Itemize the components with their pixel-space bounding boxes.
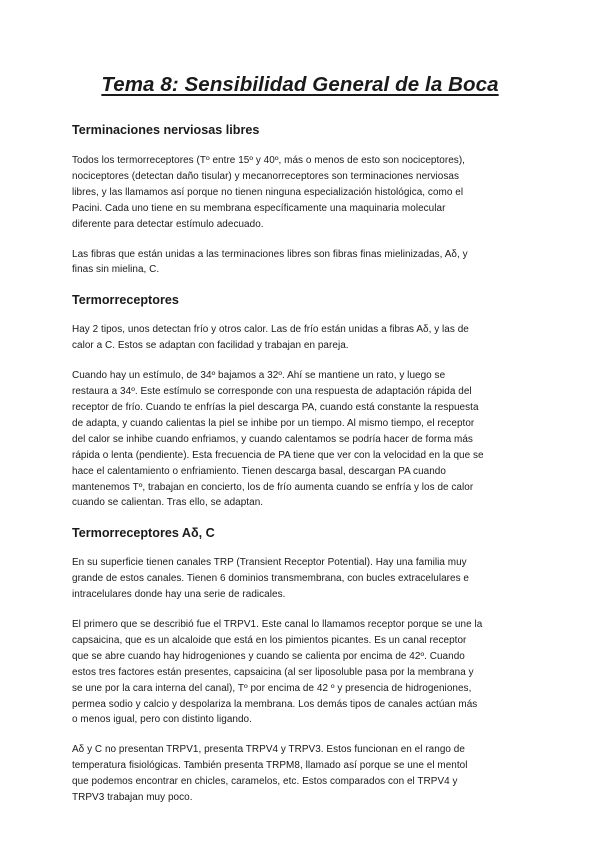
text-line: que se abre cuando hay hidrogeniones y cuando se calienta por encima de 42º. Cuando — [72, 650, 465, 662]
text-line: finas sin mielina, C. — [72, 264, 160, 276]
text-line: del calor se inhibe cuando enfriamos, y cuando calentamos se podría hacer de forma más — [72, 433, 473, 445]
paragraph — [72, 368, 528, 511]
text-line: capsaicina, que es un alcaloide que está en los pimientos picantes. Es un canal receptor — [72, 634, 467, 646]
paragraph — [72, 322, 528, 354]
text-line: intracelulares donde hay una serie de radicales. — [72, 589, 286, 601]
text-line: El primero que se describió fue el TRPV1. Este canal lo llamamos receptor porque se une la — [72, 619, 483, 631]
text-line: Todos los termorreceptores (Tº entre 15º y 40º, más o menos de esto son nociceptores), — [72, 155, 465, 166]
document-title: Tema 8: Sensibilidad General de la Boca — [101, 73, 499, 96]
text-line: Pacini. Cada uno tiene en su membrana específicamente una maquinaria molecular — [72, 202, 446, 214]
paragraph — [72, 742, 528, 806]
section-heading: Termorreceptores Aδ, C — [72, 526, 215, 541]
text-line: estos tres factores están presentes, capsaicina (al ser liposoluble pasa por la membrana y — [72, 666, 474, 678]
text-line: Las fibras que están unidas a las terminaciones libres son fibras finas mielinizadas, Aδ, y — [72, 248, 468, 260]
section-heading: Terminaciones nerviosas libres — [72, 123, 260, 137]
text-line: Aδ y C no presentan TRPV1, presenta TRPV4 y TRPV3. Estos funcionan en el rango de — [72, 744, 465, 756]
text-line: nociceptores (detectan daño tisular) y mecanorreceptores son terminaciones nerviosas — [72, 170, 459, 182]
paragraph — [72, 555, 528, 603]
text-line: hace el calentamiento o enfriamiento. Tienen descarga basal, descargan PA cuando — [72, 465, 446, 477]
text-line: o menos igual, pero con distinto ligando. — [72, 714, 252, 726]
text-line: permea sodio y calcio y despolariza la membrana. Los demás tipos de canales actúan más — [72, 698, 478, 710]
text-line: grande de estos canales. Tienen 6 dominios transmembrana, con bucles extracelulares e — [72, 573, 470, 585]
text-line: rápida o lenta (pendiente). Esta frecuencia de PA tiene que ver con la velocidad en la que se — [72, 449, 484, 461]
text-line: Hay 2 tipos, unos detectan frío y otros calor. Las de frío están unidas a fibras Aδ, y las de — [72, 324, 469, 336]
paragraph — [72, 247, 528, 279]
text-line: que podemos encontrar en chicles, caramelos, etc. Estos comparados con el TRPV4 y — [72, 776, 458, 788]
text-line: restaura a 34º. Este estímulo se corresponde con una respuesta de adaptación rápida del — [72, 386, 472, 398]
paragraph — [72, 153, 528, 233]
text-line: receptor de frío. Cuando te enfrías la piel descarga PA, cuando está constante la respuesta — [72, 401, 479, 413]
text-line: mantenemos Tº, trabajan en concierto, los de frío aumenta cuando se enfría y los de calor — [72, 481, 474, 493]
text-line: En su superficie tienen canales TRP (Transient Receptor Potential). Hay una familia muy — [72, 557, 467, 569]
text-line: TRPV3 trabajan muy poco. — [72, 792, 193, 804]
text-line: de adapta, y cuando calientas la piel se inhibe por un tiempo. Al mismo tiempo, el receptor — [72, 417, 475, 429]
text-line: cuando se calientan. Tras ello, se adaptan. — [72, 497, 264, 509]
text-line: Cuando hay un estímulo, de 34º bajamos a 32º. Ahí se mantiene un rato, y luego se — [72, 370, 446, 382]
text-line: calor a C. Estos se adaptan con facilidad y trabajan en pareja. — [72, 340, 349, 352]
section-heading: Termorreceptores — [72, 293, 179, 308]
paragraph — [72, 617, 528, 728]
text-line: temperatura fisiológicas. También presenta TRPM8, llamado así porque se une el mentol — [72, 760, 468, 772]
text-line: libres, y las llamamos así porque no tienen ninguna especialización histológica, como el — [72, 186, 464, 198]
text-line: diferente para detectar estímulo adecuado. — [72, 218, 264, 230]
text-line: se une por la cara interna del canal), Tº por encima de 42 º y presencia de hidrogeniones, — [72, 682, 472, 694]
